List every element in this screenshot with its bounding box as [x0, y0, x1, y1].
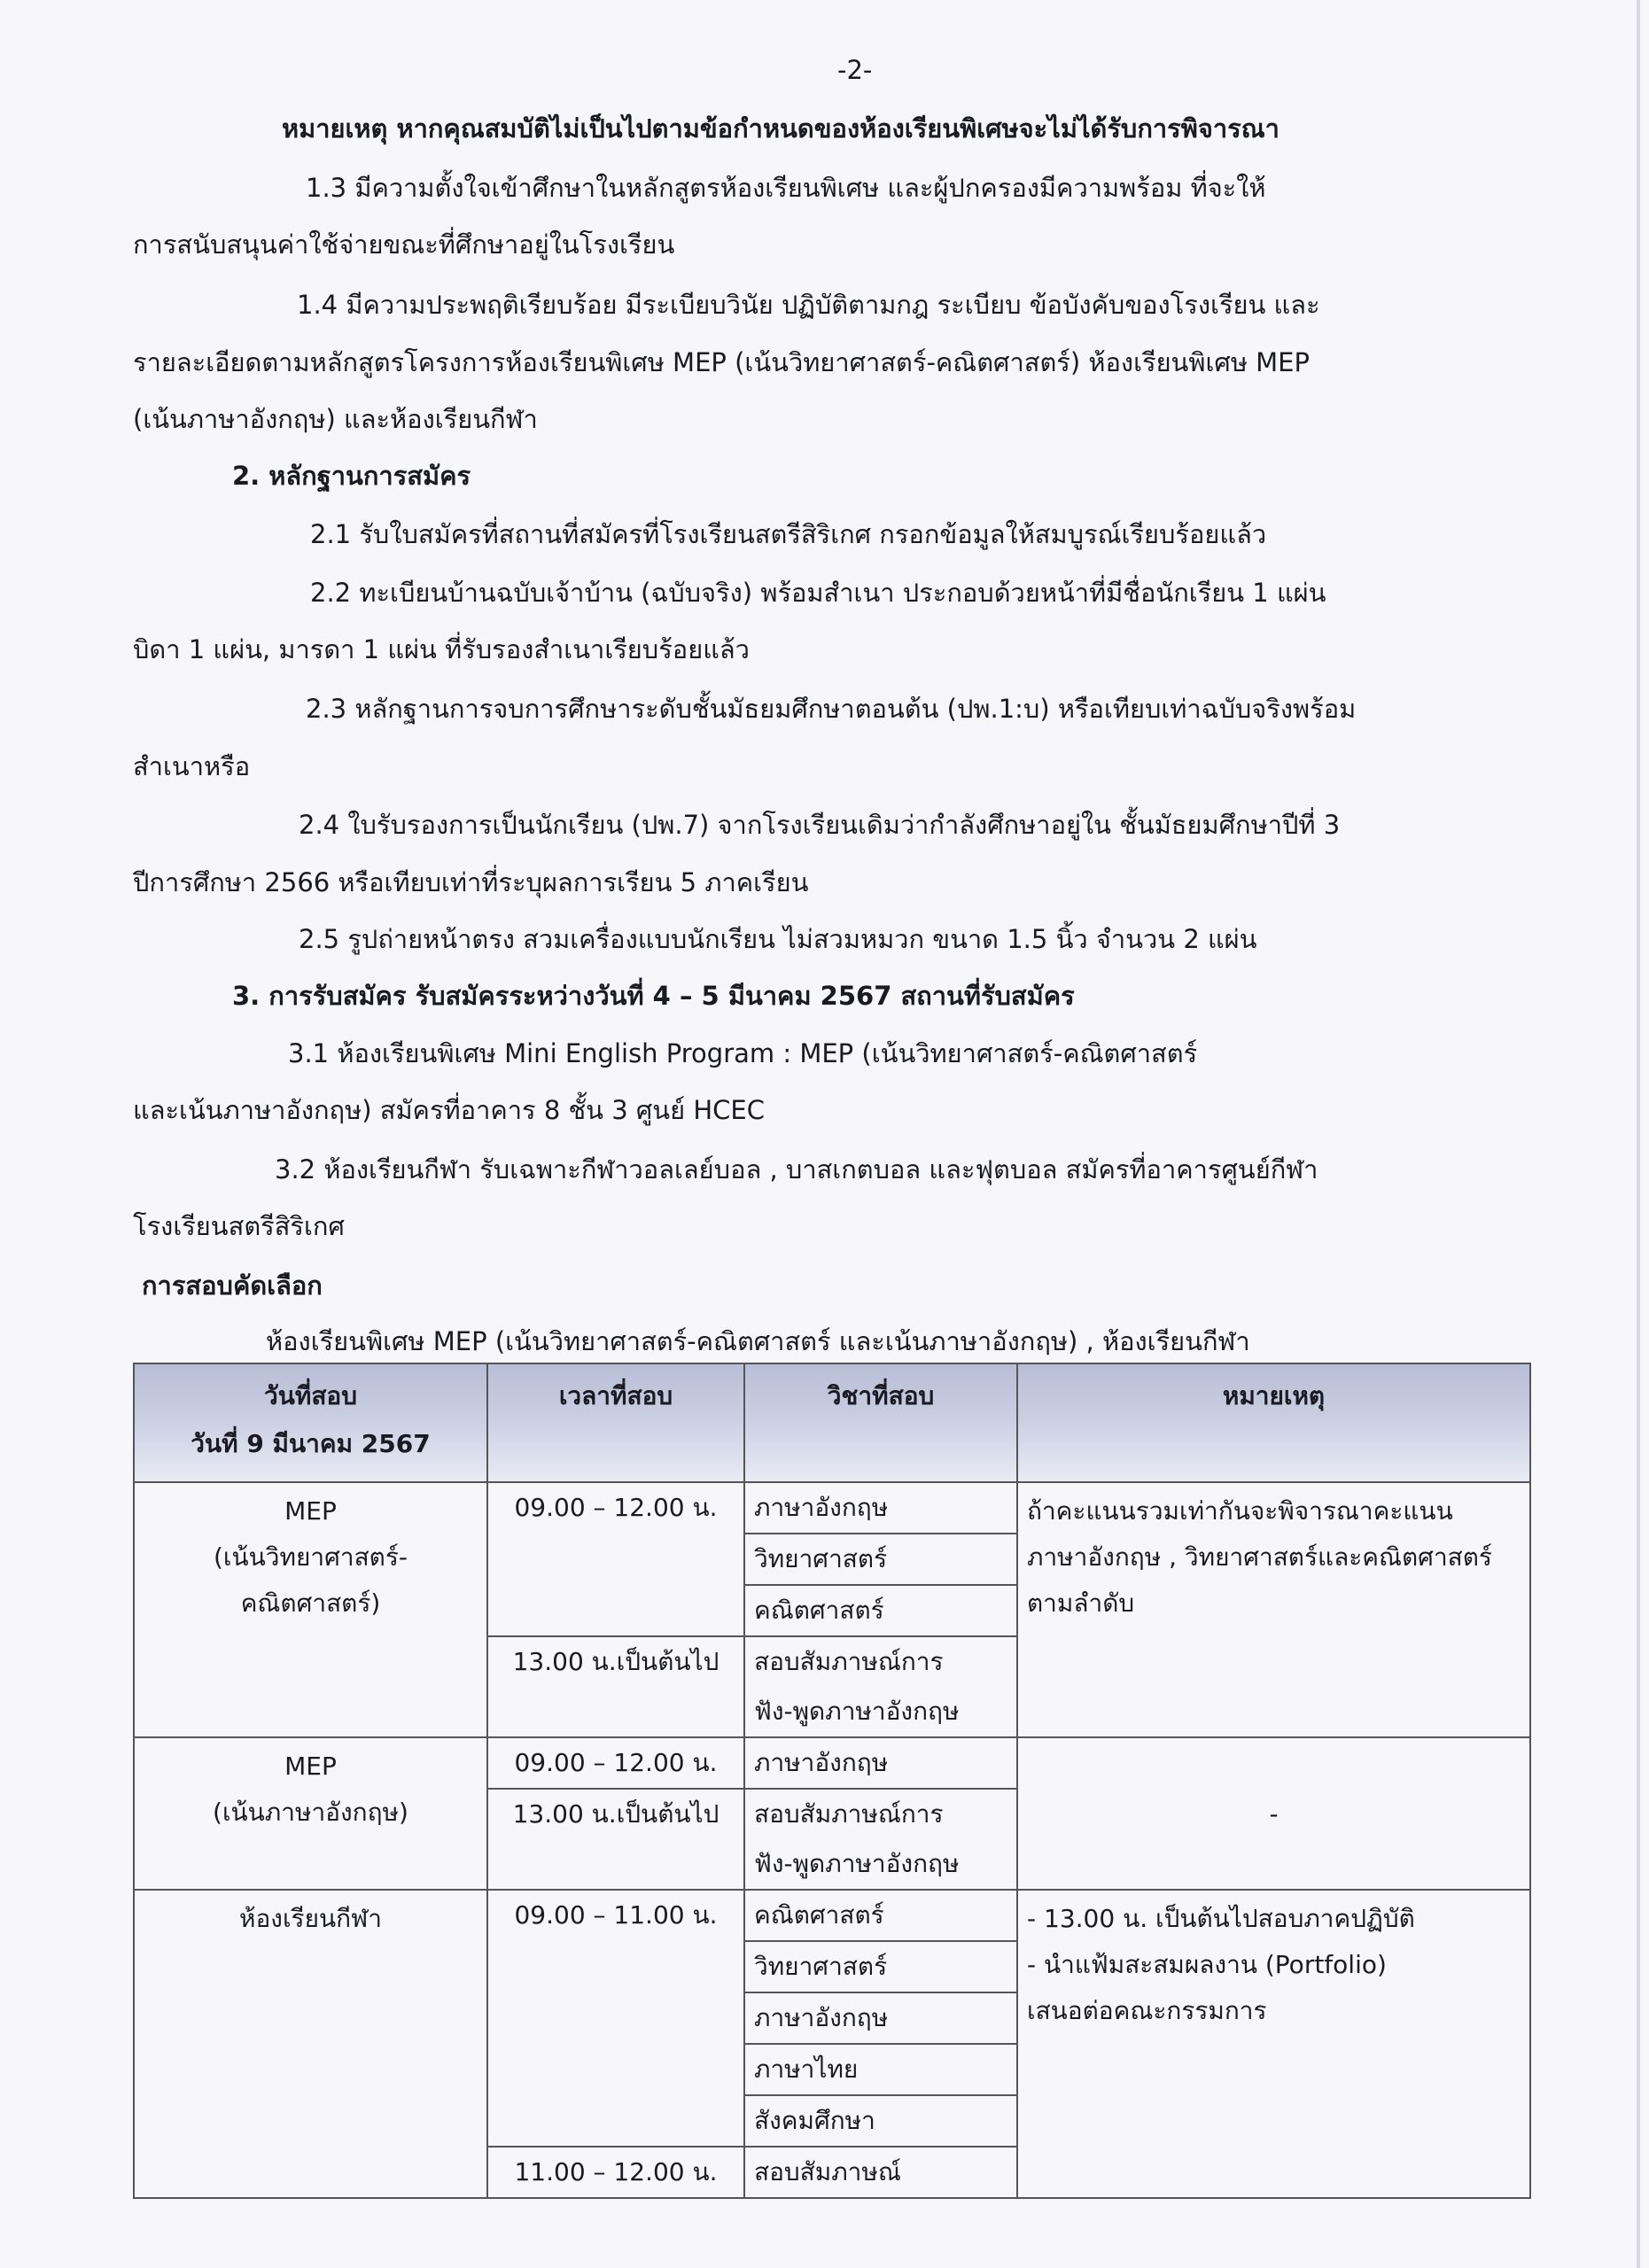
interview-line: ฟัง-พูดภาษาอังกฤษ [754, 1849, 960, 1878]
remark-line: - 13.00 น. เป็นต้นไปสอบภาคปฏิบัติ [1027, 1904, 1415, 1933]
remark-cell-sport [1017, 1890, 1530, 2198]
subject-cell: ภาษาอังกฤษ [744, 1482, 1017, 1534]
group-mep-eng-line: MEP [284, 1751, 337, 1781]
remark-line: ตามลำดับ [1027, 1588, 1135, 1618]
group-mep-sci [134, 1482, 487, 1737]
time-cell: 09.00 – 12.00 น. [487, 1482, 744, 1636]
page-number: -2- [837, 55, 873, 85]
interview-line: ฟัง-พูดภาษาอังกฤษ [754, 1697, 960, 1726]
time-cell: 13.00 น.เป็นต้นไป [487, 1789, 744, 1890]
remark-cell-mep-eng: - [1017, 1737, 1530, 1890]
remark-line: - นำแฟ้มสะสมผลงาน (Portfolio) [1027, 1950, 1387, 1979]
item-1-3-line-2: การสนับสนุนค่าใช้จ่ายขณะที่ศึกษาอยู่ในโรงเรียน [133, 229, 675, 260]
table-row [134, 1737, 1530, 1789]
item-1-4-line-1: 1.4 มีความประพฤติเรียบร้อย มีระเบียบวินัย ปฏิบัติตามกฎ ระเบียบ ข้อบังคับของโรงเรียน และ [297, 290, 1320, 320]
item-1-4-line-2: รายละเอียดตามหลักสูตรโครงการห้องเรียนพิเศษ MEP (เน้นวิทยาศาสตร์-คณิตศาสตร์) ห้องเรียนพิเศษ MEP [133, 347, 1310, 377]
interview-cell [744, 1636, 1017, 1737]
interview-line: สอบสัมภาษณ์การ [754, 1799, 944, 1829]
group-mep-sci-line: MEP [284, 1496, 337, 1526]
remark-line: ถ้าคะแนนรวมเท่ากันจะพิจารณาคะแนน [1027, 1496, 1453, 1526]
subject-cell: สอบสัมภาษณ์ [744, 2147, 1017, 2198]
item-3-2-line-2: โรงเรียนสตรีสิริเกศ [133, 1211, 345, 1241]
exam-schedule-table [133, 1363, 1531, 2199]
section-3-heading: 3. การรับสมัคร รับสมัครระหว่างวันที่ 4 – 5 มีนาคม 2567 สถานที่รับสมัคร [232, 981, 1075, 1011]
time-cell: 09.00 – 12.00 น. [487, 1737, 744, 1789]
item-2-3-line-2: สำเนาหรือ [133, 751, 251, 781]
subject-cell: วิทยาศาสตร์ [744, 1941, 1017, 1992]
item-1-3-line-1: 1.3 มีความตั้งใจเข้าศึกษาในหลักสูตรห้องเรียนพิเศษ และผู้ปกครองมีความพร้อม ที่จะให้ [306, 173, 1266, 203]
exam-heading: การสอบคัดเลือก [142, 1270, 323, 1301]
table-caption: ห้องเรียนพิเศษ MEP (เน้นวิทยาศาสตร์-คณิตศาสตร์ และเน้นภาษาอังกฤษ) , ห้องเรียนกีฬา [266, 1326, 1250, 1356]
item-3-1-line-1: 3.1 ห้องเรียนพิเศษ Mini English Program : MEP (เน้นวิทยาศาสตร์-คณิตศาสตร์ [288, 1038, 1198, 1068]
remark-line: เสนอต่อคณะกรรมการ [1027, 1996, 1267, 2025]
item-1-4-line-3: (เน้นภาษาอังกฤษ) และห้องเรียนกีฬา [133, 404, 538, 434]
table-row [134, 1890, 1530, 1941]
scan-edge [1637, 0, 1640, 2268]
header-exam-time: เวลาที่สอบ [487, 1363, 744, 1482]
time-cell: 11.00 – 12.00 น. [487, 2147, 744, 2198]
item-2-2-line-2: บิดา 1 แผ่น, มารดา 1 แผ่น ที่รับรองสำเนาเรียบร้อยแล้ว [133, 634, 750, 664]
group-mep-sci-line: (เน้นวิทยาศาสตร์- [214, 1542, 408, 1572]
header-exam-date [134, 1363, 487, 1482]
item-2-2-line-1: 2.2 ทะเบียนบ้านฉบับเจ้าบ้าน (ฉบับจริง) พร้อมสำเนา ประกอบด้วยหน้าที่มีชื่อนักเรียน 1 แผ่น [310, 578, 1326, 608]
header-date-value: วันที่ 9 มีนาคม 2567 [191, 1429, 431, 1458]
remark-line: ภาษาอังกฤษ , วิทยาศาสตร์และคณิตศาสตร์ [1027, 1542, 1492, 1572]
table-row [134, 1482, 1530, 1534]
remark-text: หมายเหตุ หากคุณสมบัติไม่เป็นไปตามข้อกำหนดของห้องเรียนพิเศษจะไม่ได้รับการพิจารณา [282, 113, 1280, 144]
item-2-5-line: 2.5 รูปถ่ายหน้าตรง สวมเครื่องแบบนักเรียน ไม่สวมหมวก ขนาด 1.5 นิ้ว จำนวน 2 แผ่น [299, 924, 1257, 954]
header-date-title: วันที่สอบ [264, 1381, 357, 1410]
item-2-4-line-2: ปีการศึกษา 2566 หรือเทียบเท่าที่ระบุผลการเรียน 5 ภาคเรียน [133, 867, 809, 897]
interview-line: สอบสัมภาษณ์การ [754, 1647, 944, 1676]
subject-cell: สังคมศึกษา [744, 2095, 1017, 2147]
time-cell: 13.00 น.เป็นต้นไป [487, 1636, 744, 1737]
item-2-1-line: 2.1 รับใบสมัครที่สถานที่สมัครที่โรงเรียนสตรีสิริเกศ กรอกข้อมูลให้สมบูรณ์เรียบร้อยแล้ว [310, 519, 1267, 549]
item-3-1-line-2: และเน้นภาษาอังกฤษ) สมัครที่อาคาร 8 ชั้น 3 ศูนย์ HCEC [133, 1095, 765, 1125]
subject-cell: ภาษาไทย [744, 2044, 1017, 2095]
time-cell: 09.00 – 11.00 น. [487, 1890, 744, 2147]
group-mep-eng [134, 1737, 487, 1890]
item-2-3-line-1: 2.3 หลักฐานการจบการศึกษาระดับชั้นมัธยมศึกษาตอนต้น (ปพ.1:บ) หรือเทียบเท่าฉบับจริงพร้อม [306, 694, 1357, 724]
subject-cell: วิทยาศาสตร์ [744, 1534, 1017, 1585]
subject-cell: คณิตศาสตร์ [744, 1585, 1017, 1636]
item-2-4-line-1: 2.4 ใบรับรองการเป็นนักเรียน (ปพ.7) จากโรงเรียนเดิมว่ากำลังศึกษาอยู่ใน ชั้นมัธยมศึกษาปีที่ 3 [299, 810, 1341, 840]
remark-cell-mep-sci [1017, 1482, 1530, 1737]
subject-cell: ภาษาอังกฤษ [744, 1737, 1017, 1789]
header-remark: หมายเหตุ [1017, 1363, 1530, 1482]
section-2-heading: 2. หลักฐานการสมัคร [232, 461, 471, 491]
item-3-2-line-1: 3.2 ห้องเรียนกีฬา รับเฉพาะกีฬาวอลเลย์บอล , บาสเกตบอล และฟุตบอล สมัครที่อาคารศูนย์กีฬา [275, 1154, 1318, 1184]
remark-line [282, 111, 1280, 146]
group-mep-sci-line: คณิตศาสตร์) [240, 1588, 381, 1618]
subject-cell: ภาษาอังกฤษ [744, 1992, 1017, 2044]
group-sport: ห้องเรียนกีฬา [134, 1890, 487, 2198]
group-mep-eng-line: (เน้นภาษาอังกฤษ) [213, 1798, 408, 1827]
table-header-row [134, 1363, 1530, 1482]
header-exam-subject: วิชาที่สอบ [744, 1363, 1017, 1482]
interview-cell [744, 1789, 1017, 1890]
subject-cell: คณิตศาสตร์ [744, 1890, 1017, 1941]
